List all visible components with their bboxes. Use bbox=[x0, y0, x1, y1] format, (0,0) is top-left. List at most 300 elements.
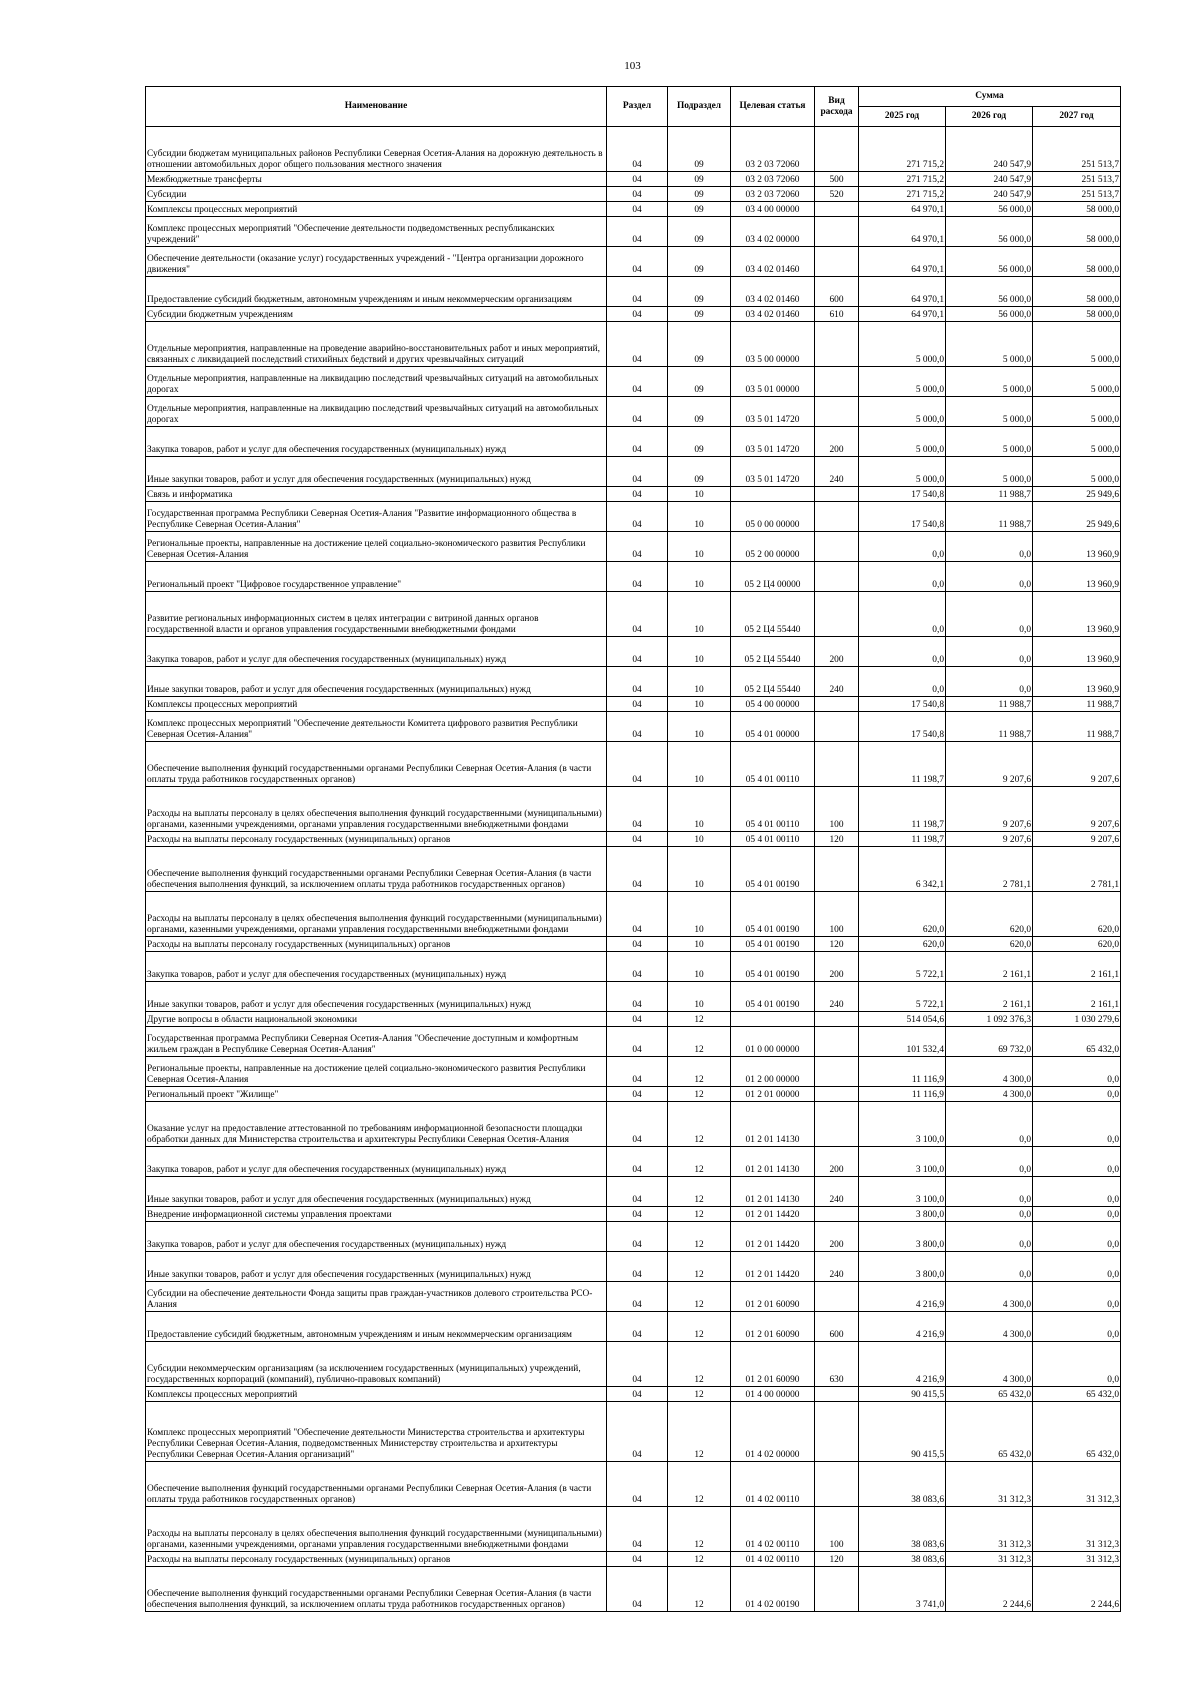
cell-name: Субсидии некоммерческим организациям (за исключением государственных (муниципальных) учреждений, государственных корпораций (компаний), публично-правовых компаний) bbox=[146, 1342, 607, 1387]
cell-sum-2027: 0,0 bbox=[1033, 1342, 1121, 1387]
cell-expense-type bbox=[815, 322, 859, 367]
header-razdel: Раздел bbox=[607, 87, 668, 127]
cell-target-article: 01 2 01 60090 bbox=[731, 1342, 815, 1387]
cell-name: Иные закупки товаров, работ и услуг для обеспечения государственных (муниципальных) нужд bbox=[146, 1252, 607, 1282]
cell-target-article: 01 0 00 00000 bbox=[731, 1027, 815, 1057]
cell-sum-2026: 2 161,1 bbox=[946, 952, 1033, 982]
cell-sum-2026: 11 988,7 bbox=[946, 697, 1033, 712]
cell-expense-type bbox=[815, 1057, 859, 1087]
table-row bbox=[146, 1462, 1121, 1507]
cell-expense-type: 240 bbox=[815, 982, 859, 1012]
cell-name: Оказание услуг на предоставление аттестованной по требованиям информационной безопасности площадки обработки данных для Министерства строительства и архитектуры Республики Северная Осетия-Алания bbox=[146, 1102, 607, 1147]
table-row bbox=[146, 847, 1121, 892]
cell-razdel: 04 bbox=[607, 202, 668, 217]
cell-sum-2025: 5 722,1 bbox=[859, 982, 946, 1012]
cell-expense-type bbox=[815, 562, 859, 592]
cell-podrazdel: 09 bbox=[668, 307, 731, 322]
table-row bbox=[146, 1012, 1121, 1027]
cell-sum-2025: 271 715,2 bbox=[859, 172, 946, 187]
cell-expense-type bbox=[815, 217, 859, 247]
cell-sum-2027: 5 000,0 bbox=[1033, 322, 1121, 367]
table-row bbox=[146, 742, 1121, 787]
cell-name: Расходы на выплаты персоналу государственных (муниципальных) органов bbox=[146, 1552, 607, 1567]
cell-sum-2026: 0,0 bbox=[946, 562, 1033, 592]
table-row bbox=[146, 1252, 1121, 1282]
cell-target-article: 05 4 01 00190 bbox=[731, 952, 815, 982]
cell-name: Региональные проекты, направленные на достижение целей социально-экономического развития Республики Северная Осетия-Алания bbox=[146, 532, 607, 562]
cell-sum-2025: 514 054,6 bbox=[859, 1012, 946, 1027]
cell-podrazdel: 09 bbox=[668, 367, 731, 397]
cell-sum-2026: 0,0 bbox=[946, 1252, 1033, 1282]
cell-razdel: 04 bbox=[607, 1207, 668, 1222]
cell-sum-2025: 3 800,0 bbox=[859, 1207, 946, 1222]
cell-razdel: 04 bbox=[607, 1312, 668, 1342]
table-row bbox=[146, 202, 1121, 217]
cell-sum-2026: 0,0 bbox=[946, 1177, 1033, 1207]
table-row bbox=[146, 832, 1121, 847]
cell-sum-2027: 11 988,7 bbox=[1033, 712, 1121, 742]
cell-razdel: 04 bbox=[607, 217, 668, 247]
cell-name: Межбюджетные трансферты bbox=[146, 172, 607, 187]
cell-podrazdel: 09 bbox=[668, 397, 731, 427]
cell-sum-2027: 251 513,7 bbox=[1033, 172, 1121, 187]
cell-sum-2026: 9 207,6 bbox=[946, 787, 1033, 832]
cell-podrazdel: 10 bbox=[668, 712, 731, 742]
cell-podrazdel: 09 bbox=[668, 457, 731, 487]
cell-razdel: 04 bbox=[607, 1102, 668, 1147]
cell-target-article: 01 2 01 14420 bbox=[731, 1207, 815, 1222]
cell-expense-type: 610 bbox=[815, 307, 859, 322]
header-year-2027: 2027 год bbox=[1033, 107, 1121, 127]
cell-expense-type bbox=[815, 592, 859, 637]
cell-expense-type bbox=[815, 1087, 859, 1102]
cell-razdel: 04 bbox=[607, 247, 668, 277]
cell-razdel: 04 bbox=[607, 1387, 668, 1402]
cell-target-article: 03 5 01 14720 bbox=[731, 427, 815, 457]
cell-sum-2025: 620,0 bbox=[859, 937, 946, 952]
cell-expense-type bbox=[815, 502, 859, 532]
cell-name: Закупка товаров, работ и услуг для обеспечения государственных (муниципальных) нужд bbox=[146, 1147, 607, 1177]
cell-podrazdel: 09 bbox=[668, 277, 731, 307]
cell-name: Отдельные мероприятия, направленные на проведение аварийно-восстановительных работ и иных мероприятий, связанных с ликвидацией последствий стихийных бедствий и других чрезвычайных ситуаций bbox=[146, 322, 607, 367]
cell-razdel: 04 bbox=[607, 667, 668, 697]
cell-sum-2027: 31 312,3 bbox=[1033, 1507, 1121, 1552]
cell-sum-2026: 4 300,0 bbox=[946, 1282, 1033, 1312]
cell-podrazdel: 12 bbox=[668, 1177, 731, 1207]
cell-name: Субсидии бюджетам муниципальных районов Республики Северная Осетия-Алания на дорожную деятельность в отношении автомобильных дорог общего пользования местного значения bbox=[146, 127, 607, 172]
cell-podrazdel: 09 bbox=[668, 217, 731, 247]
header-name: Наименование bbox=[146, 87, 607, 127]
cell-sum-2025: 17 540,8 bbox=[859, 487, 946, 502]
cell-name: Закупка товаров, работ и услуг для обеспечения государственных (муниципальных) нужд bbox=[146, 427, 607, 457]
cell-expense-type: 520 bbox=[815, 187, 859, 202]
cell-sum-2027: 31 312,3 bbox=[1033, 1552, 1121, 1567]
table-row bbox=[146, 1177, 1121, 1207]
cell-expense-type: 600 bbox=[815, 277, 859, 307]
header-target-article: Целевая статья bbox=[731, 87, 815, 127]
cell-sum-2026: 11 988,7 bbox=[946, 487, 1033, 502]
cell-razdel: 04 bbox=[607, 832, 668, 847]
cell-razdel: 04 bbox=[607, 1087, 668, 1102]
cell-name: Комплекс процессных мероприятий "Обеспечение деятельности подведомственных республиканских учреждений" bbox=[146, 217, 607, 247]
cell-name: Расходы на выплаты персоналу государственных (муниципальных) органов bbox=[146, 937, 607, 952]
cell-sum-2025: 3 800,0 bbox=[859, 1252, 946, 1282]
cell-sum-2027: 0,0 bbox=[1033, 1207, 1121, 1222]
cell-sum-2026: 620,0 bbox=[946, 937, 1033, 952]
cell-name: Иные закупки товаров, работ и услуг для обеспечения государственных (муниципальных) нужд bbox=[146, 982, 607, 1012]
budget-table bbox=[145, 86, 1121, 1612]
cell-name: Иные закупки товаров, работ и услуг для обеспечения государственных (муниципальных) нужд bbox=[146, 667, 607, 697]
cell-podrazdel: 12 bbox=[668, 1387, 731, 1402]
cell-name: Расходы на выплаты персоналу в целях обеспечения выполнения функций государственными (муниципальными) органами, казенными учреждениями, органами управления государственными внебюджетными фондами bbox=[146, 787, 607, 832]
table-row bbox=[146, 1387, 1121, 1402]
cell-sum-2025: 271 715,2 bbox=[859, 127, 946, 172]
cell-sum-2026: 56 000,0 bbox=[946, 202, 1033, 217]
cell-podrazdel: 10 bbox=[668, 982, 731, 1012]
cell-target-article: 03 4 00 00000 bbox=[731, 202, 815, 217]
cell-expense-type: 100 bbox=[815, 787, 859, 832]
cell-target-article: 03 4 02 01460 bbox=[731, 307, 815, 322]
table-row bbox=[146, 397, 1121, 427]
cell-sum-2025: 64 970,1 bbox=[859, 202, 946, 217]
cell-expense-type bbox=[815, 1402, 859, 1462]
cell-target-article: 03 4 02 01460 bbox=[731, 247, 815, 277]
cell-name: Связь и информатика bbox=[146, 487, 607, 502]
cell-expense-type: 240 bbox=[815, 1252, 859, 1282]
cell-sum-2026: 65 432,0 bbox=[946, 1387, 1033, 1402]
cell-sum-2027: 0,0 bbox=[1033, 1087, 1121, 1102]
header-podrazdel: Подраздел bbox=[668, 87, 731, 127]
cell-razdel: 04 bbox=[607, 562, 668, 592]
cell-expense-type: 100 bbox=[815, 892, 859, 937]
cell-sum-2025: 4 216,9 bbox=[859, 1282, 946, 1312]
cell-razdel: 04 bbox=[607, 1057, 668, 1087]
cell-target-article: 05 2 Ц4 00000 bbox=[731, 562, 815, 592]
cell-sum-2025: 11 198,7 bbox=[859, 787, 946, 832]
cell-sum-2026: 4 300,0 bbox=[946, 1342, 1033, 1387]
cell-sum-2025: 101 532,4 bbox=[859, 1027, 946, 1057]
cell-expense-type bbox=[815, 1027, 859, 1057]
cell-target-article: 01 2 01 00000 bbox=[731, 1087, 815, 1102]
cell-razdel: 04 bbox=[607, 532, 668, 562]
cell-sum-2025: 6 342,1 bbox=[859, 847, 946, 892]
table-row bbox=[146, 187, 1121, 202]
cell-sum-2025: 620,0 bbox=[859, 892, 946, 937]
cell-name: Обеспечение выполнения функций государственными органами Республики Северная Осетия-Алания (в части обеспечения выполнения функций, за исключением оплаты труда работников государственных органов) bbox=[146, 847, 607, 892]
cell-podrazdel: 10 bbox=[668, 952, 731, 982]
cell-name: Государственная программа Республики Северная Осетия-Алания "Обеспечение доступным и комфортным жильем граждан в Республике Северная Осетия-Алания" bbox=[146, 1027, 607, 1057]
cell-expense-type bbox=[815, 1207, 859, 1222]
cell-sum-2027: 251 513,7 bbox=[1033, 127, 1121, 172]
cell-podrazdel: 10 bbox=[668, 832, 731, 847]
cell-sum-2027: 0,0 bbox=[1033, 1312, 1121, 1342]
cell-sum-2026: 620,0 bbox=[946, 892, 1033, 937]
cell-target-article: 05 2 Ц4 55440 bbox=[731, 592, 815, 637]
cell-expense-type: 100 bbox=[815, 1507, 859, 1552]
cell-expense-type bbox=[815, 1012, 859, 1027]
cell-expense-type: 120 bbox=[815, 937, 859, 952]
cell-sum-2025: 11 116,9 bbox=[859, 1057, 946, 1087]
cell-sum-2026: 11 988,7 bbox=[946, 712, 1033, 742]
cell-podrazdel: 12 bbox=[668, 1312, 731, 1342]
cell-sum-2025: 3 100,0 bbox=[859, 1177, 946, 1207]
cell-name: Закупка товаров, работ и услуг для обеспечения государственных (муниципальных) нужд bbox=[146, 952, 607, 982]
cell-sum-2026: 0,0 bbox=[946, 1222, 1033, 1252]
cell-sum-2026: 56 000,0 bbox=[946, 307, 1033, 322]
cell-podrazdel: 09 bbox=[668, 127, 731, 172]
cell-razdel: 04 bbox=[607, 367, 668, 397]
cell-target-article: 03 2 03 72060 bbox=[731, 187, 815, 202]
cell-sum-2025: 64 970,1 bbox=[859, 247, 946, 277]
cell-razdel: 04 bbox=[607, 592, 668, 637]
cell-expense-type: 120 bbox=[815, 832, 859, 847]
cell-target-article: 01 2 01 14420 bbox=[731, 1252, 815, 1282]
table-row bbox=[146, 1057, 1121, 1087]
cell-target-article: 01 2 01 14420 bbox=[731, 1222, 815, 1252]
cell-target-article: 05 4 01 00110 bbox=[731, 787, 815, 832]
cell-name: Иные закупки товаров, работ и услуг для обеспечения государственных (муниципальных) нужд bbox=[146, 457, 607, 487]
cell-expense-type: 240 bbox=[815, 1177, 859, 1207]
cell-sum-2026: 0,0 bbox=[946, 532, 1033, 562]
table-row bbox=[146, 1207, 1121, 1222]
cell-razdel: 04 bbox=[607, 1567, 668, 1612]
table-row bbox=[146, 787, 1121, 832]
cell-sum-2026: 9 207,6 bbox=[946, 742, 1033, 787]
header-year-2026: 2026 год bbox=[946, 107, 1033, 127]
cell-target-article: 01 2 00 00000 bbox=[731, 1057, 815, 1087]
table-row bbox=[146, 1312, 1121, 1342]
table-body bbox=[146, 127, 1121, 1612]
cell-podrazdel: 09 bbox=[668, 202, 731, 217]
table-row bbox=[146, 1342, 1121, 1387]
table-row bbox=[146, 457, 1121, 487]
cell-expense-type bbox=[815, 1102, 859, 1147]
cell-sum-2025: 5 000,0 bbox=[859, 397, 946, 427]
header-year-2025: 2025 год bbox=[859, 107, 946, 127]
cell-name: Обеспечение выполнения функций государственными органами Республики Северная Осетия-Алания (в части оплаты труда работников государственных органов) bbox=[146, 742, 607, 787]
header-expense-type: Вид расхода bbox=[815, 87, 859, 127]
cell-sum-2025: 4 216,9 bbox=[859, 1342, 946, 1387]
cell-sum-2027: 9 207,6 bbox=[1033, 787, 1121, 832]
cell-expense-type bbox=[815, 742, 859, 787]
cell-target-article: 01 4 02 00110 bbox=[731, 1552, 815, 1567]
cell-sum-2025: 90 415,5 bbox=[859, 1402, 946, 1462]
cell-sum-2026: 0,0 bbox=[946, 667, 1033, 697]
cell-sum-2027: 5 000,0 bbox=[1033, 427, 1121, 457]
cell-target-article: 05 0 00 00000 bbox=[731, 502, 815, 532]
cell-sum-2026: 4 300,0 bbox=[946, 1312, 1033, 1342]
cell-name: Комплексы процессных мероприятий bbox=[146, 697, 607, 712]
cell-sum-2026: 11 988,7 bbox=[946, 502, 1033, 532]
cell-sum-2027: 13 960,9 bbox=[1033, 667, 1121, 697]
cell-sum-2025: 0,0 bbox=[859, 592, 946, 637]
cell-target-article: 01 4 02 00110 bbox=[731, 1462, 815, 1507]
cell-sum-2026: 240 547,9 bbox=[946, 187, 1033, 202]
cell-podrazdel: 12 bbox=[668, 1252, 731, 1282]
cell-target-article: 03 2 03 72060 bbox=[731, 127, 815, 172]
cell-name: Внедрение информационной системы управления проектами bbox=[146, 1207, 607, 1222]
cell-sum-2025: 90 415,5 bbox=[859, 1387, 946, 1402]
cell-sum-2027: 0,0 bbox=[1033, 1222, 1121, 1252]
cell-sum-2026: 5 000,0 bbox=[946, 322, 1033, 367]
cell-sum-2027: 620,0 bbox=[1033, 892, 1121, 937]
cell-sum-2026: 56 000,0 bbox=[946, 277, 1033, 307]
cell-expense-type bbox=[815, 1387, 859, 1402]
cell-razdel: 04 bbox=[607, 1222, 668, 1252]
cell-razdel: 04 bbox=[607, 322, 668, 367]
cell-razdel: 04 bbox=[607, 1252, 668, 1282]
cell-target-article bbox=[731, 487, 815, 502]
cell-expense-type bbox=[815, 1282, 859, 1312]
cell-sum-2026: 0,0 bbox=[946, 1102, 1033, 1147]
cell-podrazdel: 10 bbox=[668, 892, 731, 937]
cell-target-article: 01 4 02 00000 bbox=[731, 1402, 815, 1462]
cell-target-article: 03 2 03 72060 bbox=[731, 172, 815, 187]
cell-sum-2025: 11 198,7 bbox=[859, 832, 946, 847]
table-row bbox=[146, 982, 1121, 1012]
cell-target-article bbox=[731, 1012, 815, 1027]
cell-razdel: 04 bbox=[607, 787, 668, 832]
cell-name: Предоставление субсидий бюджетным, автономным учреждениям и иным некоммерческим организациям bbox=[146, 1312, 607, 1342]
cell-target-article: 05 4 01 00190 bbox=[731, 847, 815, 892]
cell-sum-2027: 65 432,0 bbox=[1033, 1387, 1121, 1402]
cell-sum-2027: 0,0 bbox=[1033, 1102, 1121, 1147]
cell-razdel: 04 bbox=[607, 127, 668, 172]
cell-sum-2026: 5 000,0 bbox=[946, 457, 1033, 487]
cell-target-article: 01 2 01 14130 bbox=[731, 1102, 815, 1147]
cell-name: Субсидии bbox=[146, 187, 607, 202]
table-row bbox=[146, 322, 1121, 367]
table-row bbox=[146, 937, 1121, 952]
cell-expense-type bbox=[815, 1567, 859, 1612]
cell-razdel: 04 bbox=[607, 1012, 668, 1027]
cell-podrazdel: 12 bbox=[668, 1342, 731, 1387]
table-row bbox=[146, 892, 1121, 937]
cell-name: Отдельные мероприятия, направленные на ликвидацию последствий чрезвычайных ситуаций на автомобильных дорогах bbox=[146, 367, 607, 397]
cell-sum-2027: 5 000,0 bbox=[1033, 457, 1121, 487]
cell-target-article: 05 4 01 00000 bbox=[731, 712, 815, 742]
table-row bbox=[146, 427, 1121, 457]
cell-sum-2027: 0,0 bbox=[1033, 1147, 1121, 1177]
cell-podrazdel: 09 bbox=[668, 427, 731, 457]
cell-expense-type bbox=[815, 712, 859, 742]
cell-target-article: 05 4 01 00190 bbox=[731, 892, 815, 937]
cell-sum-2026: 0,0 bbox=[946, 1207, 1033, 1222]
cell-name: Обеспечение выполнения функций государственными органами Республики Северная Осетия-Алания (в части обеспечения выполнения функций, за исключением оплаты труда работников государственных органов) bbox=[146, 1567, 607, 1612]
table-row bbox=[146, 712, 1121, 742]
cell-name: Субсидии на обеспечение деятельности Фонда защиты прав граждан-участников долевого строительства РСО-Алания bbox=[146, 1282, 607, 1312]
cell-sum-2025: 11 116,9 bbox=[859, 1087, 946, 1102]
cell-razdel: 04 bbox=[607, 952, 668, 982]
table-row bbox=[146, 172, 1121, 187]
cell-sum-2027: 13 960,9 bbox=[1033, 562, 1121, 592]
cell-name: Обеспечение выполнения функций государственными органами Республики Северная Осетия-Алания (в части оплаты труда работников государственных органов) bbox=[146, 1462, 607, 1507]
cell-razdel: 04 bbox=[607, 637, 668, 667]
cell-name: Иные закупки товаров, работ и услуг для обеспечения государственных (муниципальных) нужд bbox=[146, 1177, 607, 1207]
cell-target-article: 03 4 02 00000 bbox=[731, 217, 815, 247]
cell-sum-2027: 2 781,1 bbox=[1033, 847, 1121, 892]
cell-target-article: 05 4 01 00110 bbox=[731, 742, 815, 787]
cell-sum-2026: 4 300,0 bbox=[946, 1057, 1033, 1087]
cell-razdel: 04 bbox=[607, 502, 668, 532]
cell-podrazdel: 12 bbox=[668, 1552, 731, 1567]
cell-sum-2027: 58 000,0 bbox=[1033, 277, 1121, 307]
cell-sum-2025: 3 100,0 bbox=[859, 1102, 946, 1147]
cell-razdel: 04 bbox=[607, 742, 668, 787]
cell-expense-type: 200 bbox=[815, 1222, 859, 1252]
cell-expense-type bbox=[815, 697, 859, 712]
cell-expense-type: 200 bbox=[815, 637, 859, 667]
cell-sum-2026: 2 244,6 bbox=[946, 1567, 1033, 1612]
cell-sum-2026: 9 207,6 bbox=[946, 832, 1033, 847]
cell-sum-2025: 64 970,1 bbox=[859, 307, 946, 322]
cell-sum-2027: 13 960,9 bbox=[1033, 592, 1121, 637]
cell-sum-2026: 56 000,0 bbox=[946, 247, 1033, 277]
cell-name: Комплексы процессных мероприятий bbox=[146, 1387, 607, 1402]
cell-podrazdel: 10 bbox=[668, 667, 731, 697]
cell-name: Расходы на выплаты персоналу государственных (муниципальных) органов bbox=[146, 832, 607, 847]
cell-expense-type: 200 bbox=[815, 427, 859, 457]
cell-sum-2027: 0,0 bbox=[1033, 1252, 1121, 1282]
cell-podrazdel: 09 bbox=[668, 322, 731, 367]
cell-razdel: 04 bbox=[607, 1027, 668, 1057]
table-header bbox=[146, 87, 1121, 127]
cell-sum-2026: 240 547,9 bbox=[946, 127, 1033, 172]
cell-sum-2027: 58 000,0 bbox=[1033, 217, 1121, 247]
cell-sum-2027: 58 000,0 bbox=[1033, 202, 1121, 217]
cell-target-article: 01 2 01 14130 bbox=[731, 1147, 815, 1177]
cell-sum-2026: 31 312,3 bbox=[946, 1552, 1033, 1567]
cell-sum-2026: 5 000,0 bbox=[946, 397, 1033, 427]
cell-razdel: 04 bbox=[607, 172, 668, 187]
cell-podrazdel: 12 bbox=[668, 1057, 731, 1087]
cell-target-article: 05 2 00 00000 bbox=[731, 532, 815, 562]
cell-target-article: 01 4 02 00110 bbox=[731, 1507, 815, 1552]
cell-target-article: 03 5 00 00000 bbox=[731, 322, 815, 367]
cell-podrazdel: 10 bbox=[668, 487, 731, 502]
cell-sum-2025: 5 000,0 bbox=[859, 427, 946, 457]
cell-sum-2025: 17 540,8 bbox=[859, 712, 946, 742]
cell-sum-2027: 65 432,0 bbox=[1033, 1402, 1121, 1462]
cell-expense-type: 240 bbox=[815, 667, 859, 697]
cell-expense-type: 200 bbox=[815, 1147, 859, 1177]
cell-expense-type bbox=[815, 202, 859, 217]
cell-podrazdel: 12 bbox=[668, 1507, 731, 1552]
cell-sum-2026: 1 092 376,3 bbox=[946, 1012, 1033, 1027]
cell-razdel: 04 bbox=[607, 847, 668, 892]
cell-sum-2026: 69 732,0 bbox=[946, 1027, 1033, 1057]
cell-razdel: 04 bbox=[607, 1282, 668, 1312]
table-row bbox=[146, 592, 1121, 637]
cell-sum-2025: 0,0 bbox=[859, 532, 946, 562]
cell-razdel: 04 bbox=[607, 982, 668, 1012]
cell-name: Комплекс процессных мероприятий "Обеспечение деятельности Комитета цифрового развития Республики Северная Осетия-Алания" bbox=[146, 712, 607, 742]
cell-name: Расходы на выплаты персоналу в целях обеспечения выполнения функций государственными (муниципальными) органами, казенными учреждениями, органами управления государственными внебюджетными фондами bbox=[146, 892, 607, 937]
cell-sum-2027: 25 949,6 bbox=[1033, 487, 1121, 502]
cell-sum-2027: 620,0 bbox=[1033, 937, 1121, 952]
cell-sum-2025: 64 970,1 bbox=[859, 277, 946, 307]
cell-expense-type: 600 bbox=[815, 1312, 859, 1342]
table-row bbox=[146, 247, 1121, 277]
cell-razdel: 04 bbox=[607, 1342, 668, 1387]
cell-name: Закупка товаров, работ и услуг для обеспечения государственных (муниципальных) нужд bbox=[146, 637, 607, 667]
cell-sum-2026: 0,0 bbox=[946, 592, 1033, 637]
cell-podrazdel: 09 bbox=[668, 247, 731, 277]
cell-sum-2026: 56 000,0 bbox=[946, 217, 1033, 247]
cell-expense-type bbox=[815, 1462, 859, 1507]
cell-sum-2027: 25 949,6 bbox=[1033, 502, 1121, 532]
cell-target-article: 05 4 00 00000 bbox=[731, 697, 815, 712]
